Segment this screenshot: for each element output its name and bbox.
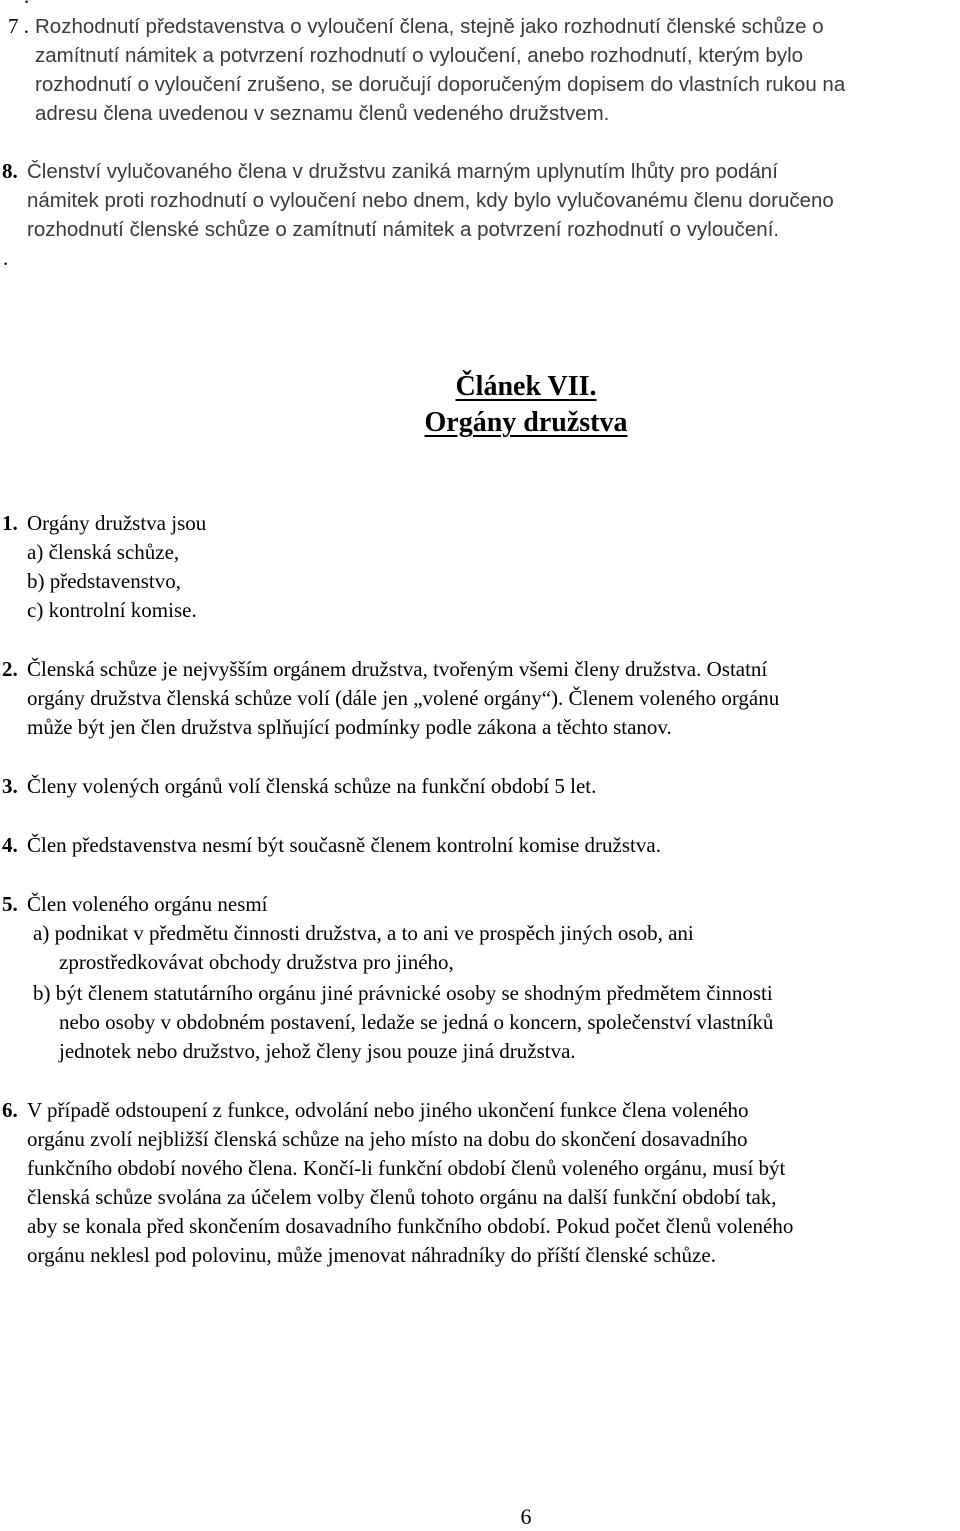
article-title: Článek VII. [455, 371, 597, 402]
para-2-number: 2. [2, 657, 18, 681]
item-8-line: rozhodnutí členské schůze o zamítnutí námitek a potvrzení rozhodnutí o vyloučení. [27, 218, 780, 241]
para-6-number: 6. [2, 1098, 18, 1122]
para-5-number: 5. [2, 892, 18, 916]
item-8-number: 8. [2, 159, 18, 183]
para-3-number: 3. [2, 774, 18, 798]
para-2-line: orgány družstva členská schůze volí (dále jen „volené orgány“). Členem voleného orgánu [27, 686, 780, 710]
para-2-line: Členská schůze je nejvyšším orgánem družstva, tvořeným všemi členy družstva. Ostatní [27, 657, 768, 681]
item-7-line: Rozhodnutí představenstva o vyloučení člena, stejně jako rozhodnutí členské schůze o [35, 15, 824, 38]
para-1-number: 1. [2, 511, 18, 535]
para-6-line: orgánu neklesl pod polovinu, může jmenovat náhradníky do příští členské schůze. [27, 1243, 716, 1267]
para-6-line: orgánu zvolí nejbližší členská schůze na jeho místo na dobu do skončení dosavadního [27, 1127, 748, 1151]
article-subtitle: Orgány družstva [424, 407, 628, 438]
para-5-item-b-cont: nebo osoby v obdobném postavení, ledaže se jedná o koncern, společenství vlastníků [59, 1010, 774, 1034]
item-7-number: 7 . [8, 14, 29, 38]
top-dot [24, 0, 29, 11]
para-4-number: 4. [2, 833, 18, 857]
item-8-line: námitek proti rozhodnutí o vyloučení nebo dnem, kdy bylo vylučovanému členu doručeno [27, 189, 834, 212]
item-7-line: rozhodnutí o vyloučení zrušeno, se doručují doporučeným dopisem do vlastních rukou na [35, 73, 846, 96]
para-3-text: Členy volených orgánů volí členská schůze na funkční období 5 let. [27, 774, 597, 798]
item-8-line: Členství vylučovaného člena v družstvu zaniká marným uplynutím lhůty pro podání [27, 160, 778, 183]
para-6-line: V případě odstoupení z funkce, odvolání nebo jiného ukončení funkce člena voleného [27, 1098, 749, 1122]
list-item: a) členská schůze, [27, 540, 180, 564]
para-5-item-b: b) být členem statutárního orgánu jiné právnické osoby se shodným předmětem činnosti [33, 981, 773, 1005]
para-5-item-b-cont: jednotek nebo družstvo, jehož členy jsou pouze jiná družstva. [59, 1039, 576, 1063]
para-6-line: funkčního období nového člena. Končí-li funkční období členů voleného orgánu, musí být [27, 1156, 786, 1180]
para-6-line: aby se konala před skončením dosavadního funkčního období. Pokud počet členů voleného [27, 1214, 794, 1238]
para-5-item-a-cont: zprostředkovávat obchody družstva pro jiného, [59, 950, 454, 974]
para-2-line: může být jen člen družstva splňující podmínky podle zákona a těchto stanov. [27, 715, 672, 739]
stray-dot: . [3, 246, 9, 270]
list-item: b) představenstvo, [27, 569, 181, 593]
item-7-line: zamítnutí námitek a potvrzení rozhodnutí o vyloučení, anebo rozhodnutí, kterým bylo [35, 44, 804, 67]
para-4-text: Člen představenstva nesmí být současně členem kontrolní komise družstva. [27, 833, 661, 857]
para-6-line: členská schůze svolána za účelem volby členů tohoto orgánu na další funkční období tak, [27, 1185, 777, 1209]
para-5-item-a: a) podnikat v předmětu činnosti družstva, a to ani ve prospěch jiných osob, ani [33, 921, 694, 945]
page-number: 6 [520, 1504, 532, 1529]
para-1-intro: Orgány družstva jsou [27, 511, 207, 535]
list-item: c) kontrolní komise. [27, 598, 197, 622]
item-7-line: adresu člena uvedenou v seznamu členů vedeného družstvem. [35, 102, 610, 125]
para-5-intro: Člen voleného orgánu nesmí [27, 892, 268, 916]
